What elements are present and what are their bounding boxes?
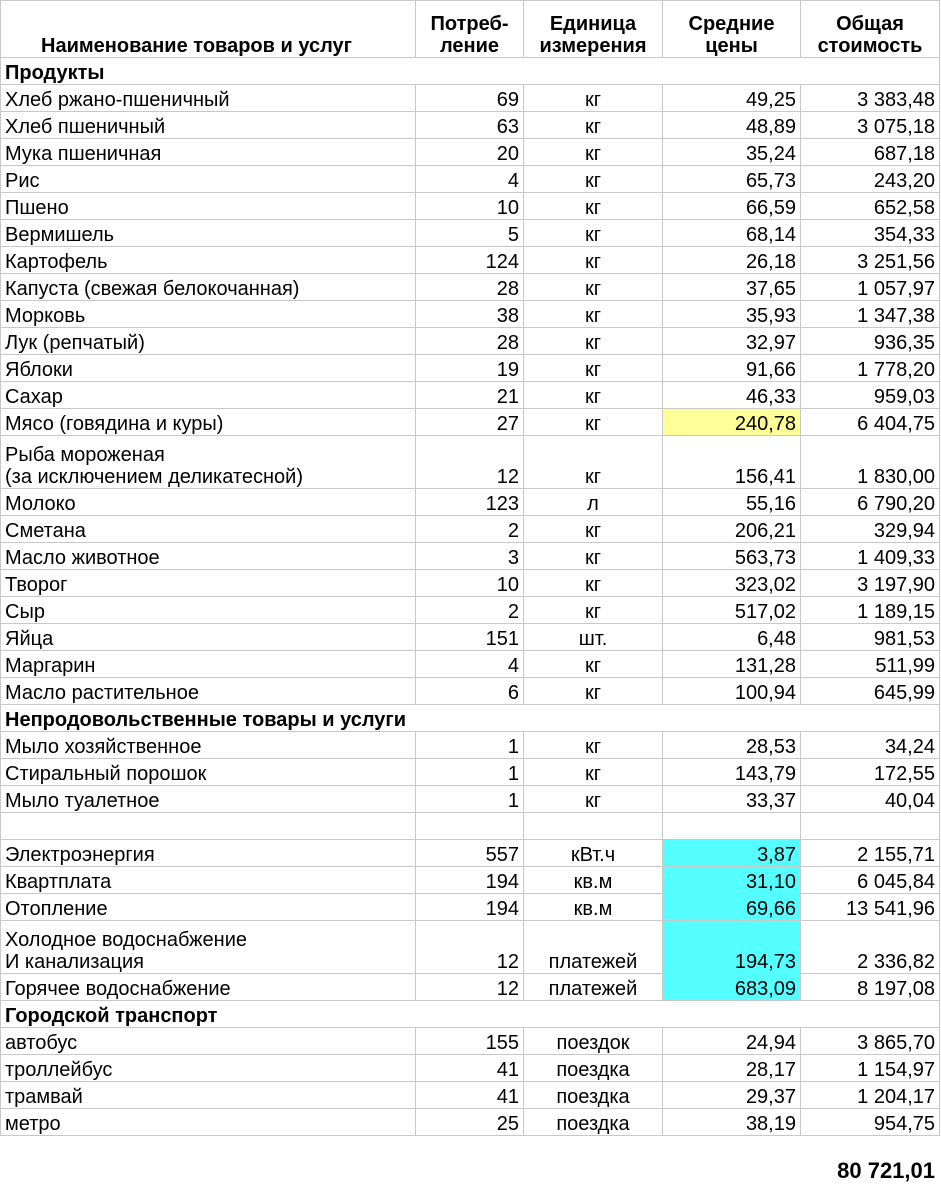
item-total[interactable]: 3 075,18	[801, 112, 940, 139]
item-unit[interactable]: кг	[524, 382, 663, 409]
item-price[interactable]: 6,48	[663, 624, 801, 651]
item-quantity[interactable]: 41	[416, 1082, 524, 1109]
item-name[interactable]: Холодное водоснабжение И канализация	[1, 921, 416, 974]
item-unit[interactable]: шт.	[524, 624, 663, 651]
item-total[interactable]: 40,04	[801, 786, 940, 813]
item-quantity[interactable]: 12	[416, 921, 524, 974]
item-unit[interactable]: кг	[524, 355, 663, 382]
item-name[interactable]: Мясо (говядина и куры)	[1, 409, 416, 436]
empty-cell[interactable]	[1, 813, 416, 840]
item-unit[interactable]: кг	[524, 166, 663, 193]
table-row	[1, 247, 940, 274]
item-price[interactable]: 194,73	[663, 921, 801, 974]
table-row	[1, 301, 940, 328]
item-name[interactable]: трамвай	[1, 1082, 416, 1109]
item-total[interactable]: 936,35	[801, 328, 940, 355]
table-row	[1, 382, 940, 409]
item-quantity[interactable]: 41	[416, 1055, 524, 1082]
item-total[interactable]: 243,20	[801, 166, 940, 193]
empty-cell[interactable]	[416, 813, 524, 840]
item-price[interactable]: 32,97	[663, 328, 801, 355]
item-total[interactable]: 687,18	[801, 139, 940, 166]
item-price[interactable]: 48,89	[663, 112, 801, 139]
item-total[interactable]: 34,24	[801, 732, 940, 759]
table-row	[1, 85, 940, 112]
header-total[interactable]: Общая стоимость	[801, 1, 940, 58]
item-price[interactable]: 3,87	[663, 840, 801, 867]
item-unit[interactable]: кВт.ч	[524, 840, 663, 867]
item-unit[interactable]: кг	[524, 678, 663, 705]
table-row	[1, 220, 940, 247]
item-price[interactable]: 69,66	[663, 894, 801, 921]
item-price[interactable]: 517,02	[663, 597, 801, 624]
item-total[interactable]: 981,53	[801, 624, 940, 651]
table-row	[1, 489, 940, 516]
item-unit[interactable]: кв.м	[524, 867, 663, 894]
item-name[interactable]: метро	[1, 1109, 416, 1136]
item-unit[interactable]: кг	[524, 85, 663, 112]
table-row	[1, 678, 940, 705]
item-quantity[interactable]: 19	[416, 355, 524, 382]
table-row	[1, 840, 940, 867]
item-name[interactable]: Лук (репчатый)	[1, 328, 416, 355]
item-unit[interactable]: кг	[524, 597, 663, 624]
item-total[interactable]: 652,58	[801, 193, 940, 220]
header-unit[interactable]: Единица измерения	[524, 1, 663, 58]
item-name[interactable]: Молоко	[1, 489, 416, 516]
item-price[interactable]: 29,37	[663, 1082, 801, 1109]
item-total[interactable]: 172,55	[801, 759, 940, 786]
item-price[interactable]: 66,59	[663, 193, 801, 220]
item-quantity[interactable]: 6	[416, 678, 524, 705]
table-row	[1, 112, 940, 139]
item-name[interactable]: Яблоки	[1, 355, 416, 382]
table-row	[1, 732, 940, 759]
item-quantity[interactable]: 12	[416, 436, 524, 489]
table-row	[1, 1028, 940, 1055]
table-row	[1, 894, 940, 921]
item-quantity[interactable]: 2	[416, 597, 524, 624]
item-price[interactable]: 65,73	[663, 166, 801, 193]
item-total[interactable]: 511,99	[801, 651, 940, 678]
category-title[interactable]: Продукты	[1, 58, 940, 85]
item-quantity[interactable]: 2	[416, 516, 524, 543]
item-total[interactable]: 3 383,48	[801, 85, 940, 112]
item-unit[interactable]: кг	[524, 112, 663, 139]
item-total[interactable]: 1 154,97	[801, 1055, 940, 1082]
item-total[interactable]: 13 541,96	[801, 894, 940, 921]
item-unit[interactable]: платежей	[524, 921, 663, 974]
item-name[interactable]: Творог	[1, 570, 416, 597]
item-price[interactable]: 46,33	[663, 382, 801, 409]
item-price[interactable]: 35,24	[663, 139, 801, 166]
category-title[interactable]: Непродовольственные товары и услуги	[1, 705, 940, 732]
item-quantity[interactable]: 10	[416, 570, 524, 597]
item-quantity[interactable]: 69	[416, 85, 524, 112]
item-name[interactable]: Пшено	[1, 193, 416, 220]
table-row	[1, 516, 940, 543]
item-price[interactable]: 28,17	[663, 1055, 801, 1082]
item-total[interactable]: 354,33	[801, 220, 940, 247]
item-price[interactable]: 35,93	[663, 301, 801, 328]
item-price[interactable]: 131,28	[663, 651, 801, 678]
item-quantity[interactable]: 151	[416, 624, 524, 651]
table-row	[1, 759, 940, 786]
category-row	[1, 58, 940, 85]
item-price[interactable]: 26,18	[663, 247, 801, 274]
item-price[interactable]: 31,10	[663, 867, 801, 894]
item-name[interactable]: Масло животное	[1, 543, 416, 570]
item-quantity[interactable]: 557	[416, 840, 524, 867]
item-unit[interactable]: л	[524, 489, 663, 516]
item-unit[interactable]: кг	[524, 409, 663, 436]
item-name[interactable]: Капуста (свежая белокочанная)	[1, 274, 416, 301]
item-price[interactable]: 100,94	[663, 678, 801, 705]
item-quantity[interactable]: 4	[416, 651, 524, 678]
item-name[interactable]: Морковь	[1, 301, 416, 328]
item-quantity[interactable]: 12	[416, 974, 524, 1001]
table-row	[1, 543, 940, 570]
item-unit[interactable]: кг	[524, 328, 663, 355]
table-row	[1, 1109, 940, 1136]
item-name[interactable]: Квартплата	[1, 867, 416, 894]
table-row	[1, 409, 940, 436]
item-quantity[interactable]: 20	[416, 139, 524, 166]
item-name[interactable]: Отопление	[1, 894, 416, 921]
empty-cell[interactable]	[801, 813, 940, 840]
item-unit[interactable]: кв.м	[524, 894, 663, 921]
table-row	[1, 166, 940, 193]
item-name[interactable]: Сыр	[1, 597, 416, 624]
item-quantity[interactable]: 124	[416, 247, 524, 274]
item-quantity[interactable]: 63	[416, 112, 524, 139]
item-price[interactable]: 156,41	[663, 436, 801, 489]
item-unit[interactable]: кг	[524, 193, 663, 220]
empty-cell[interactable]	[524, 813, 663, 840]
table-row	[1, 813, 940, 840]
category-title[interactable]: Городской транспорт	[1, 1001, 940, 1028]
item-unit[interactable]: кг	[524, 732, 663, 759]
item-total[interactable]: 1 057,97	[801, 274, 940, 301]
header-qty[interactable]: Потреб- ление	[416, 1, 524, 58]
table-row	[1, 436, 940, 489]
item-total[interactable]: 959,03	[801, 382, 940, 409]
item-unit[interactable]: кг	[524, 301, 663, 328]
item-total[interactable]: 3 865,70	[801, 1028, 940, 1055]
item-total[interactable]: 6 045,84	[801, 867, 940, 894]
item-total[interactable]: 1 189,15	[801, 597, 940, 624]
item-total[interactable]: 645,99	[801, 678, 940, 705]
item-unit[interactable]: поездок	[524, 1028, 663, 1055]
item-price[interactable]: 55,16	[663, 489, 801, 516]
table-row	[1, 355, 940, 382]
item-unit[interactable]: кг	[524, 516, 663, 543]
item-name[interactable]: Вермишель	[1, 220, 416, 247]
table-row	[1, 1082, 940, 1109]
item-quantity[interactable]: 1	[416, 732, 524, 759]
item-unit[interactable]: кг	[524, 274, 663, 301]
item-total[interactable]: 3 251,56	[801, 247, 940, 274]
item-unit[interactable]: поездка	[524, 1082, 663, 1109]
item-total[interactable]: 1 409,33	[801, 543, 940, 570]
table-body	[1, 58, 940, 1136]
item-name[interactable]: Маргарин	[1, 651, 416, 678]
item-quantity[interactable]: 10	[416, 193, 524, 220]
item-price[interactable]: 33,37	[663, 786, 801, 813]
item-quantity[interactable]: 1	[416, 786, 524, 813]
item-unit[interactable]: кг	[524, 759, 663, 786]
item-quantity[interactable]: 38	[416, 301, 524, 328]
item-price[interactable]: 68,14	[663, 220, 801, 247]
item-name[interactable]: Горячее водоснабжение	[1, 974, 416, 1001]
item-total[interactable]: 8 197,08	[801, 974, 940, 1001]
table-row	[1, 193, 940, 220]
item-price[interactable]: 683,09	[663, 974, 801, 1001]
item-price[interactable]: 240,78	[663, 409, 801, 436]
item-quantity[interactable]: 28	[416, 274, 524, 301]
item-total[interactable]: 6 790,20	[801, 489, 940, 516]
item-quantity[interactable]: 28	[416, 328, 524, 355]
item-name[interactable]: автобус	[1, 1028, 416, 1055]
table-row	[1, 1055, 940, 1082]
table-row	[1, 570, 940, 597]
item-unit[interactable]: кг	[524, 543, 663, 570]
table-row	[1, 651, 940, 678]
item-name[interactable]: Хлеб пшеничный	[1, 112, 416, 139]
item-price[interactable]: 37,65	[663, 274, 801, 301]
item-price[interactable]: 143,79	[663, 759, 801, 786]
table-row	[1, 624, 940, 651]
table-row	[1, 974, 940, 1001]
table-row	[1, 139, 940, 166]
item-total[interactable]: 6 404,75	[801, 409, 940, 436]
item-total[interactable]: 954,75	[801, 1109, 940, 1136]
item-quantity[interactable]: 4	[416, 166, 524, 193]
item-name[interactable]: Сахар	[1, 382, 416, 409]
item-unit[interactable]: платежей	[524, 974, 663, 1001]
item-total[interactable]: 1 830,00	[801, 436, 940, 489]
item-name[interactable]: Масло растительное	[1, 678, 416, 705]
grand-total[interactable]: 80 721,01	[837, 1158, 935, 1183]
item-unit[interactable]: поездка	[524, 1109, 663, 1136]
item-name[interactable]: Хлеб ржано-пшеничный	[1, 85, 416, 112]
category-row	[1, 705, 940, 732]
item-unit[interactable]: кг	[524, 436, 663, 489]
item-name[interactable]: Рис	[1, 166, 416, 193]
table-header	[1, 1, 940, 58]
item-quantity[interactable]: 1	[416, 759, 524, 786]
item-unit[interactable]: кг	[524, 651, 663, 678]
item-price[interactable]: 323,02	[663, 570, 801, 597]
table-row	[1, 786, 940, 813]
item-name[interactable]: Сметана	[1, 516, 416, 543]
item-unit[interactable]: кг	[524, 139, 663, 166]
item-price[interactable]: 38,19	[663, 1109, 801, 1136]
item-price[interactable]: 24,94	[663, 1028, 801, 1055]
item-quantity[interactable]: 123	[416, 489, 524, 516]
item-quantity[interactable]: 5	[416, 220, 524, 247]
item-name[interactable]: троллейбус	[1, 1055, 416, 1082]
item-total[interactable]: 329,94	[801, 516, 940, 543]
category-row	[1, 1001, 940, 1028]
item-name[interactable]: Мука пшеничная	[1, 139, 416, 166]
item-unit[interactable]: поездка	[524, 1055, 663, 1082]
item-name[interactable]: Мыло хозяйственное	[1, 732, 416, 759]
item-name[interactable]: Электроэнергия	[1, 840, 416, 867]
item-total[interactable]: 1 204,17	[801, 1082, 940, 1109]
item-total[interactable]: 3 197,90	[801, 570, 940, 597]
item-unit[interactable]: кг	[524, 570, 663, 597]
empty-cell[interactable]	[663, 813, 801, 840]
header-price[interactable]: Средние цены	[663, 1, 801, 58]
item-name[interactable]: Стиральный порошок	[1, 759, 416, 786]
item-quantity[interactable]: 194	[416, 894, 524, 921]
item-name[interactable]: Картофель	[1, 247, 416, 274]
item-unit[interactable]: кг	[524, 786, 663, 813]
item-name[interactable]: Рыба мороженая (за исключением деликатесной)	[1, 436, 416, 489]
item-price[interactable]: 563,73	[663, 543, 801, 570]
item-total[interactable]: 2 336,82	[801, 921, 940, 974]
table-row	[1, 867, 940, 894]
item-name[interactable]: Мыло туалетное	[1, 786, 416, 813]
item-quantity[interactable]: 21	[416, 382, 524, 409]
item-quantity[interactable]: 155	[416, 1028, 524, 1055]
header-name[interactable]: Наименование товаров и услуг	[1, 1, 416, 58]
item-unit[interactable]: кг	[524, 247, 663, 274]
item-price[interactable]: 49,25	[663, 85, 801, 112]
item-quantity[interactable]: 3	[416, 543, 524, 570]
table-row	[1, 274, 940, 301]
item-total[interactable]: 1 778,20	[801, 355, 940, 382]
item-name[interactable]: Яйца	[1, 624, 416, 651]
item-total[interactable]: 1 347,38	[801, 301, 940, 328]
item-price[interactable]: 91,66	[663, 355, 801, 382]
item-quantity[interactable]: 25	[416, 1109, 524, 1136]
table-row	[1, 597, 940, 624]
item-price[interactable]: 206,21	[663, 516, 801, 543]
table-row	[1, 921, 940, 974]
table-row	[1, 328, 940, 355]
item-total[interactable]: 2 155,71	[801, 840, 940, 867]
item-quantity[interactable]: 27	[416, 409, 524, 436]
item-unit[interactable]: кг	[524, 220, 663, 247]
item-quantity[interactable]: 194	[416, 867, 524, 894]
item-price[interactable]: 28,53	[663, 732, 801, 759]
